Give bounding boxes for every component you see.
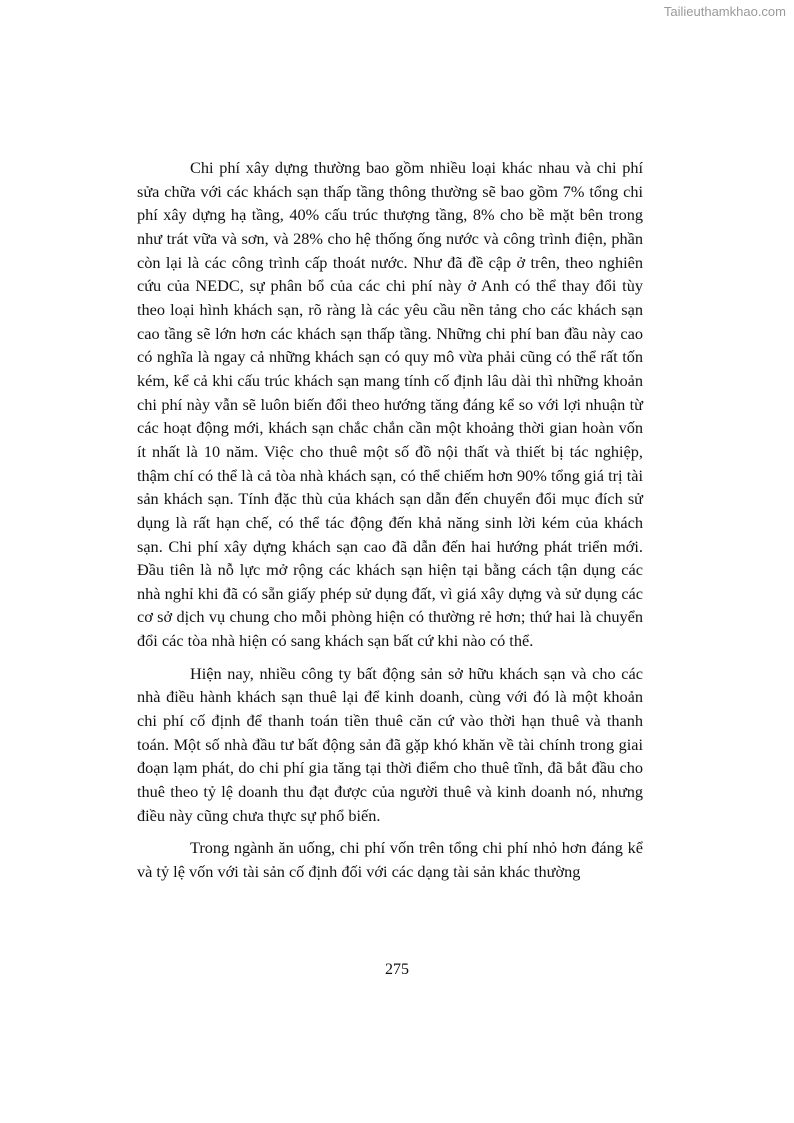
watermark: Tailieuthamkhao.com <box>663 4 786 19</box>
page-number: 275 <box>385 961 409 978</box>
page-body <box>137 156 643 893</box>
paragraph-construction-costs: Chi phí xây dựng thường bao gồm nhiều loại khác nhau và chi phí sửa chữa với các khách sạn thấp tầng thông thường sẽ bao gồm 7% tổng chi phí xây dựng hạ tầng, 40% cấu trúc thượng tầng, 8% cho bề mặt bên trong như trát vữa và sơn, và 28% cho hệ thống ống nước và công trình điện, phần còn lại là các công trình cấp thoát nước. Như đã đề cập ở trên, theo nghiên cứu của NEDC, sự phân bổ của các chi phí này ở Anh có thể thay đổi tùy theo loại hình khách sạn, rõ ràng là các yêu cầu nền tảng cho các khách sạn cao tầng sẽ lớn hơn các khách sạn thấp tầng. Những chi phí ban đầu này cao có nghĩa là ngay cả những khách sạn có quy mô vừa phải cũng có thể rất tốn kém, kể cả khi cấu trúc khách sạn mang tính cố định lâu dài thì những khoản chi phí này vẫn sẽ luôn biến đổi theo hướng tăng đáng kể so với lợi nhuận từ các hoạt động mới, khách sạn chắc chắn cần một khoảng thời gian hoàn vốn ít nhất là 10 năm. Việc cho thuê một số đồ nội thất và thiết bị tác nghiệp, thậm chí có thể là cả tòa nhà khách sạn, có thể chiếm hơn 90% tổng giá trị tài sản khách sạn. Tính đặc thù của khách sạn dẫn đến chuyển đổi mục đích sử dụng là rất hạn chế, có thể tác động đến khả năng sinh lời kém của khách sạn. Chi phí xây dựng khách sạn cao đã dẫn đến hai hướng phát triển mới. Đầu tiên là nỗ lực mở rộng các khách sạn hiện tại bằng cách tận dụng các nhà nghỉ khi đã có sẵn giấy phép sử dụng đất, vì giá xây dựng và sử dụng các cơ sở dịch vụ chung cho mỗi phòng hiện có thường rẻ hơn; thứ hai là chuyển đổi các tòa nhà hiện có sang khách sạn bất cứ khi nào có thể. <box>137 158 643 651</box>
paragraph-food-beverage: Trong ngành ăn uống, chi phí vốn trên tổng chi phí nhỏ hơn đáng kể và tỷ lệ vốn với tài sản cố định đối với các dạng tài sản khác thường <box>137 838 643 882</box>
paragraph-property-leasing: Hiện nay, nhiều công ty bất động sản sở hữu khách sạn và cho các nhà điều hành khách sạn thuê lại để kinh doanh, cùng với đó là một khoản chi phí cố định để thanh toán tiền thuê căn cứ vào thời hạn thuê và thanh toán. Một số nhà đầu tư bất động sản đã gặp khó khăn về tài chính trong giai đoạn lạm phát, do chi phí gia tăng tại thời điểm cho thuê tĩnh, đã bắt đầu cho thuê theo tỷ lệ doanh thu đạt được của người thuê và kinh doanh nó, nhưng điều này cũng chưa thực sự phổ biến. <box>137 663 643 825</box>
